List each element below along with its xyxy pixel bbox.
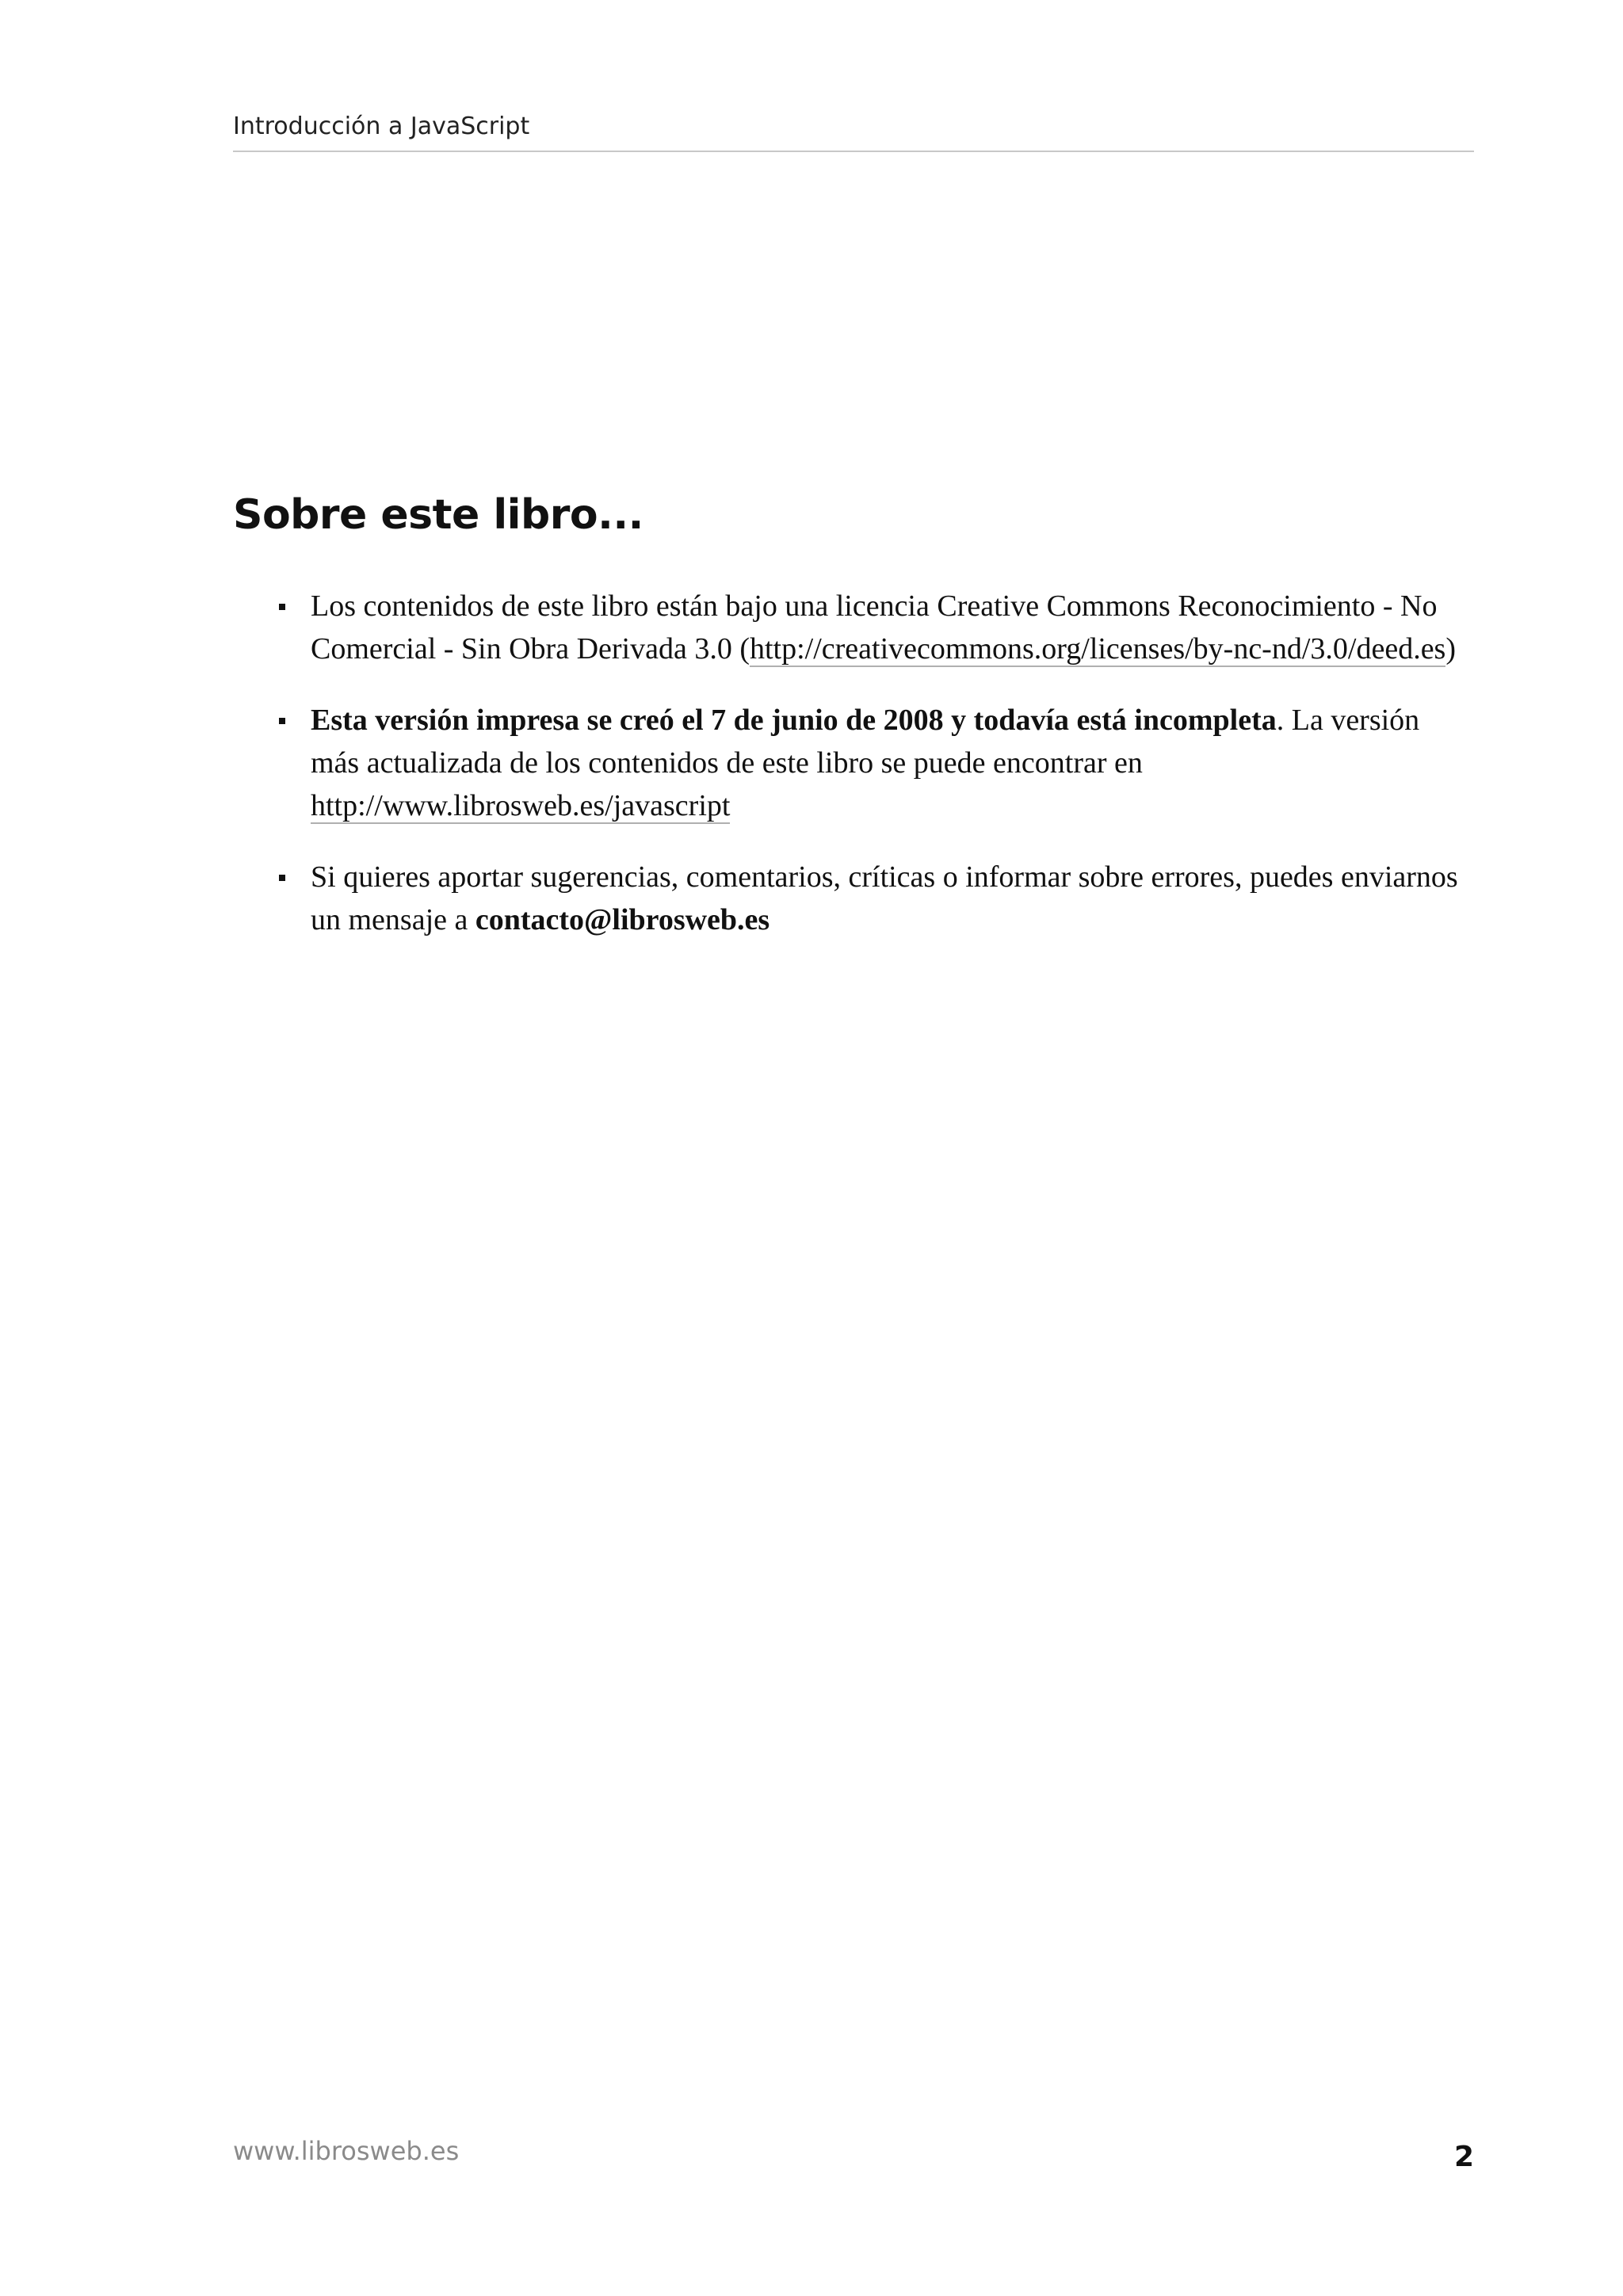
license-text-end: ): [1445, 632, 1456, 666]
list-item-contact: [233, 856, 1474, 941]
contact-text: Si quieres aportar sugerencias, comentarios, críticas o informar sobre errores, puedes enviarnos un mensaje a: [311, 860, 1458, 936]
page-number: 2: [1453, 2141, 1474, 2173]
version-text: . La versión más actualizada de los contenidos de este libro se puede encontrar en: [311, 704, 1420, 780]
square-bullet-icon: [279, 718, 285, 724]
contact-email: contacto@librosweb.es: [475, 903, 770, 936]
footer-site: www.librosweb.es: [233, 2136, 460, 2166]
header-title: Introducción a JavaScript: [233, 113, 530, 140]
bullet-list: [233, 585, 1474, 970]
javascript-book-link[interactable]: http://www.librosweb.es/javascript: [311, 789, 731, 822]
license-text: Los contenidos de este libro están bajo una licencia Creative Commons Reconocimiento - No Comercial - Sin Obra Derivada 3.0 (: [311, 589, 1438, 666]
section-title: Sobre este libro...: [233, 491, 643, 539]
version-bold-text: Esta versión impresa se creó el 7 de junio de 2008 y todavía está incompleta: [311, 704, 1277, 737]
license-link[interactable]: http://creativecommons.org/licenses/by-nc-nd/3.0/deed.es: [750, 632, 1446, 666]
list-item-version: [233, 699, 1474, 827]
running-header: [233, 109, 1474, 152]
list-item-license: [233, 585, 1474, 670]
square-bullet-icon: [279, 875, 285, 881]
square-bullet-icon: [279, 604, 285, 610]
